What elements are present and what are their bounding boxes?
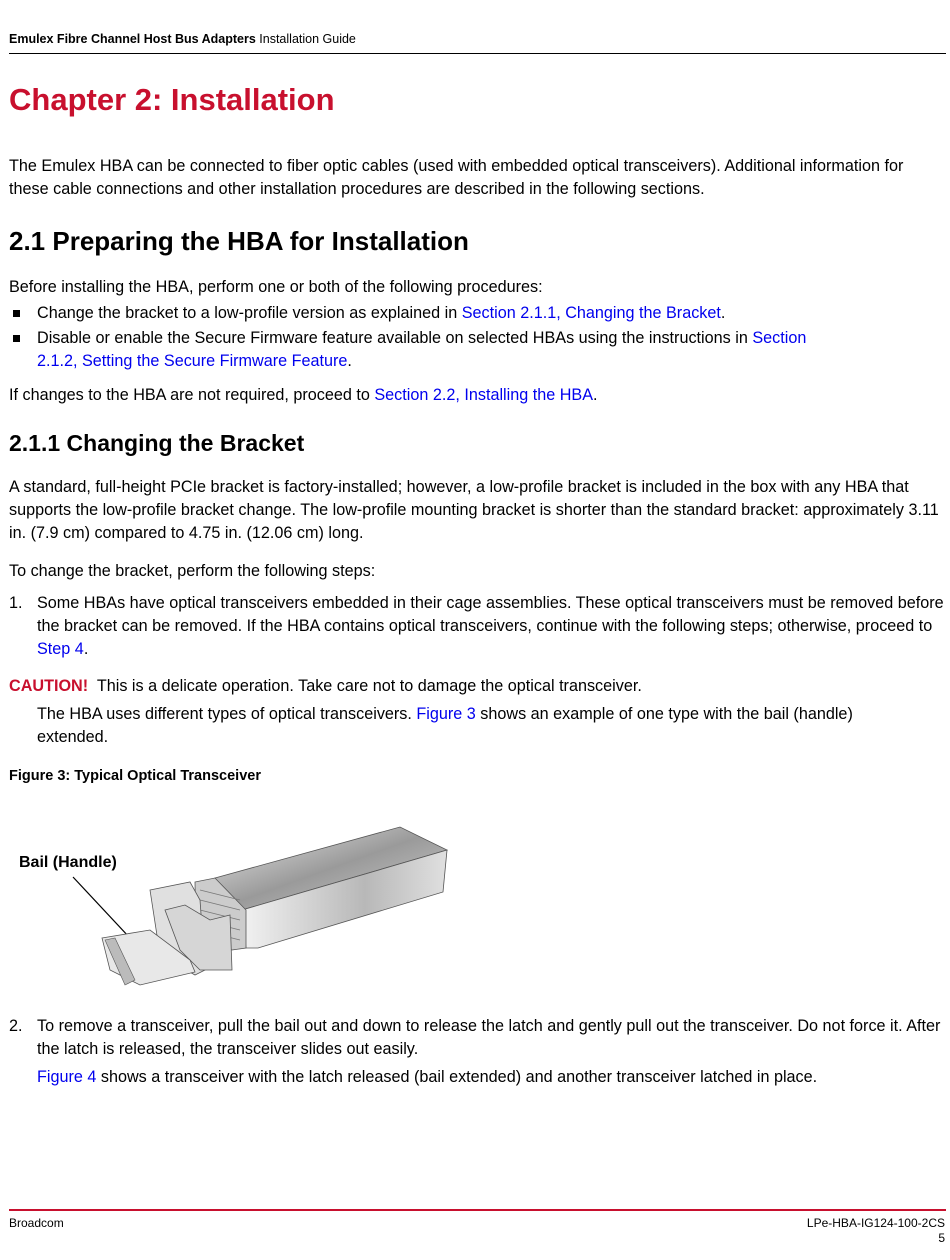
figure-reference: The HBA uses different types of optical transceivers. Figure 3 shows an example of one type with the bail (handle) extended. [37,705,853,746]
link-section-2-1-1[interactable]: Section 2.1.1, Changing the Bracket [461,304,721,322]
section-lead: Before installing the HBA, perform one or both of the following procedures: [9,278,543,296]
header-rule [9,53,946,54]
bullet-item: Change the bracket to a low-profile version as explained in Section 2.1.1, Changing the Bracket. [37,304,726,322]
link-step-4[interactable]: Step 4 [37,640,84,658]
caution-label: CAUTION! [9,677,89,695]
step-number: 2. [9,1017,23,1035]
transceiver-figure [0,800,460,1000]
figure-callout-label: Bail (Handle) [19,854,117,871]
footer-rule [9,1209,946,1211]
page-number: 5 [938,1231,945,1245]
link-section-2-2[interactable]: Section 2.2, Installing the HBA [374,386,594,404]
step-number: 1. [9,594,23,612]
section-2-1-1-heading: 2.1.1 Changing the Bracket [9,430,305,456]
figure-4-reference: Figure 4 shows a transceiver with the latch released (bail extended) and another transceiver latched in place. [37,1068,818,1086]
figure-caption: Figure 3: Typical Optical Transceiver [9,768,261,784]
note-paragraph: If changes to the HBA are not required, proceed to Section 2.2, Installing the HBA. [9,386,598,404]
bullet-item: Disable or enable the Secure Firmware feature available on selected HBAs using the instructions in Section 2.1.2, Setting the Secure Firmware Feature. [37,329,807,370]
link-figure-3[interactable]: Figure 3 [416,705,476,723]
section-2-1-heading: 2.1 Preparing the HBA for Installation [9,226,469,256]
bracket-paragraph: A standard, full-height PCIe bracket is factory-installed; however, a low-profile bracket is included in the box with any HBA that supports the low-profile bracket change. The low-profile mounting bracket is shorter than the standard bracket: approximately 3.11 in. (7.9 cm) compared to 4.75 in. (12.06 cm) long. [9,478,939,542]
footer-company: Broadcom [9,1216,64,1230]
intro-paragraph: The Emulex HBA can be connected to fiber optic cables (used with embedded optical transceivers). Additional information for these cable connections and other installation procedures are described in the following sections. [9,157,904,198]
steps-lead: To change the bracket, perform the following steps: [9,562,376,580]
bullet-marker [13,335,20,342]
footer-doc-id: LPe-HBA-IG124-100-2CS [806,1216,945,1230]
step-2-text: To remove a transceiver, pull the bail out and down to release the latch and gently pull out the transceiver. Do not force it. After the latch is released, the transceiver slides out easily. [37,1017,941,1058]
chapter-title: Chapter 2: Installation [9,82,335,117]
running-header: Emulex Fibre Channel Host Bus Adapters Installation Guide [9,32,356,46]
bullet-marker [13,310,20,317]
link-section-2-1-2[interactable]: Section 2.1.2, Setting the Secure Firmware Feature [37,329,807,370]
caution-note: CAUTION! This is a delicate operation. Take care not to damage the optical transceiver. [9,677,642,695]
step-1-text: Some HBAs have optical transceivers embedded in their cage assemblies. These optical transceivers must be removed before the bracket can be removed. If the HBA contains optical transceivers, continue with the following steps; otherwise, proceed to Step 4. [37,594,944,658]
link-figure-4[interactable]: Figure 4 [37,1068,97,1086]
callout-leader-line [73,877,130,938]
